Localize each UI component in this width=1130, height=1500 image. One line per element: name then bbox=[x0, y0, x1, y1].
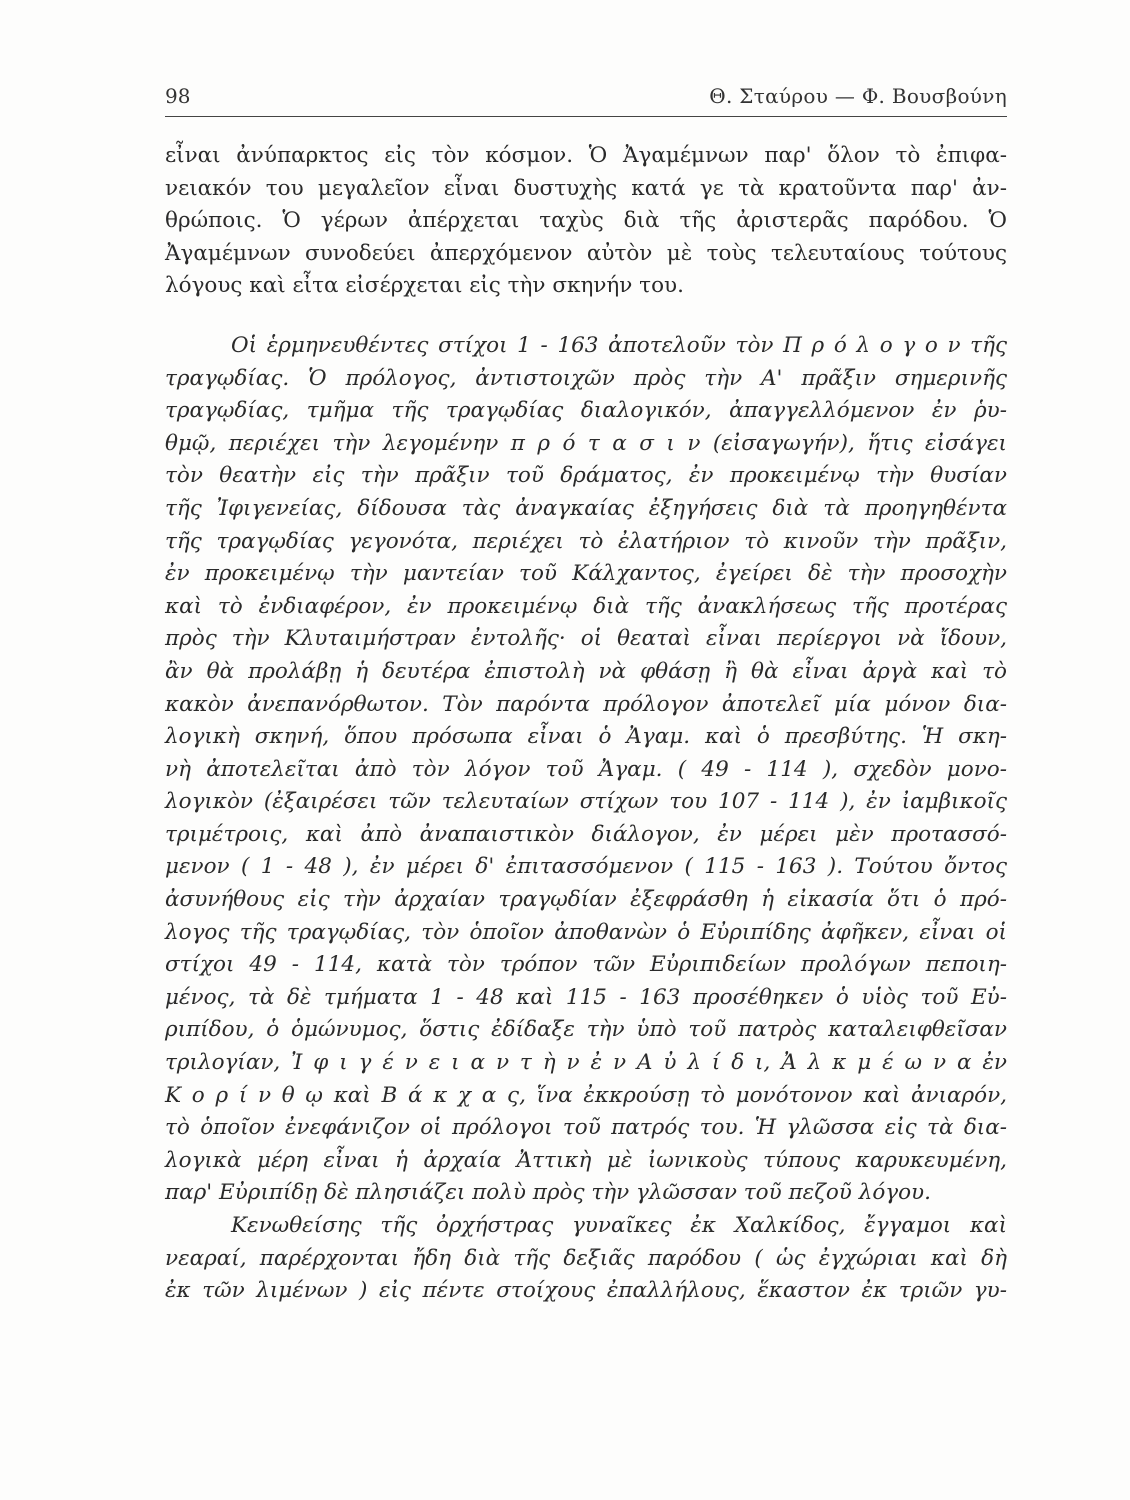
text-line: Ἀγαμέμνων συνοδεύει ἀπερχόμενον αὐτὸν μὲ τοὺς τελευταίους τούτους bbox=[165, 240, 1007, 266]
text-line: πρὸς τὴν Κλυταιμήστραν ἐντολῆς· οἱ θεαταὶ εἶναι περίεργοι νὰ ἴδουν, bbox=[165, 626, 1007, 652]
text-line: καὶ τὸ ἐνδιαφέρον, ἐν προκειμένῳ διὰ τῆς ἀνακλήσεως τῆς προτέρας bbox=[165, 593, 1007, 619]
paragraph-2 bbox=[165, 330, 1007, 1210]
text-line: ἀσυνήθους εἰς τὴν ἀρχαίαν τραγῳδίαν ἐξεφράσθη ἡ εἰκασία ὅτι ὁ πρό- bbox=[165, 887, 1007, 913]
running-head-authors: Θ. Σταύρου — Φ. Βουσβούνη bbox=[709, 84, 1007, 108]
text-line: νειακόν του μεγαλεῖον εἶναι δυστυχὴς κατά γε τὰ κρατοῦντα παρ' ἀν- bbox=[165, 175, 1007, 201]
header-rule bbox=[165, 116, 1007, 117]
text-line: τριλογίαν, Ἰ φ ι γ έ ν ε ι α ν τ ὴ ν ἐ ν Α ὐ λ ί δ ι, Ἀ λ κ μ έ ω ν α ἐν bbox=[165, 1050, 1007, 1076]
text-line: τριμέτροις, καὶ ἀπὸ ἀναπαιστικὸν διάλογον, ἐν μέρει μὲν προτασσό- bbox=[165, 821, 1007, 847]
text-line: παρ' Εὐριπίδῃ δὲ πλησιάζει πολὺ πρὸς τὴν γλῶσσαν τοῦ πεζοῦ λόγου. bbox=[165, 1180, 931, 1206]
text-line: ἐν προκειμένῳ τὴν μαντείαν τοῦ Κάλχαντος, ἐγείρει δὲ τὴν προσοχὴν bbox=[165, 561, 1007, 587]
text-line: τῆς Ἰφιγενείας, δίδουσα τὰς ἀναγκαίας ἐξηγήσεις διὰ τὰ προηγηθέντα bbox=[165, 495, 1007, 521]
text-line: ριπίδου, ὁ ὁμώνυμος, ὅστις ἐδίδαξε τὴν ὑπὸ τοῦ πατρὸς καταλειφθεῖσαν bbox=[165, 1017, 1007, 1043]
text-line: τραγῳδίας. Ὁ πρόλογος, ἀντιστοιχῶν πρὸς τὴν Α' πρᾶξιν σημερινῆς bbox=[165, 365, 1007, 391]
text-line: Κενωθείσης τῆς ὀρχήστρας γυναῖκες ἐκ Χαλκίδος, ἔγγαμοι καὶ bbox=[231, 1213, 1007, 1238]
text-line: τὸν θεατὴν εἰς τὴν πρᾶξιν τοῦ δράματος, ἐν προκειμένῳ τὴν θυσίαν bbox=[165, 463, 1007, 489]
page-number: 98 bbox=[165, 84, 191, 108]
text-line: λογικὸν (ἐξαιρέσει τῶν τελευταίων στίχων του 107 - 114 ), ἐν ἰαμβικοῖς bbox=[165, 789, 1007, 815]
text-line: νὴ ἀποτελεῖται ἀπὸ τὸν λόγον τοῦ Ἀγαμ. ( 49 - 114 ), σχεδὸν μονο- bbox=[165, 756, 1007, 782]
paragraph-3 bbox=[165, 1210, 1007, 1308]
text-line: κακὸν ἀνεπανόρθωτον. Τὸν παρόντα πρόλογον ἀποτελεῖ μία μόνον δια- bbox=[165, 691, 1007, 717]
text-line: μενον ( 1 - 48 ), ἐν μέρει δ' ἐπιτασσόμενον ( 115 - 163 ). Τούτου ὄντος bbox=[165, 854, 1007, 880]
text-line: λογος τῆς τραγῳδίας, τὸν ὁποῖον ἀποθανὼν ὁ Εὐριπίδης ἀφῆκεν, εἶναι οἱ bbox=[165, 919, 1007, 945]
text-line: μένος, τὰ δὲ τμήματα 1 - 48 καὶ 115 - 163 προσέθηκεν ὁ υἱὸς τοῦ Εὐ- bbox=[165, 984, 1007, 1010]
text-line: ἂν θὰ προλάβῃ ἡ δευτέρα ἐπιστολὴ νὰ φθάσῃ ἢ θὰ εἶναι ἀργὰ καὶ τὸ bbox=[165, 658, 1007, 684]
text-line: στίχοι 49 - 114, κατὰ τὸν τρόπον τῶν Εὐριπιδείων προλόγων πεποιη- bbox=[165, 952, 1007, 978]
text-line: εἶναι ἀνύπαρκτος εἰς τὸν κόσμον. Ὁ Ἀγαμέμνων παρ' ὅλον τὸ ἐπιφα- bbox=[165, 143, 1007, 168]
running-head bbox=[165, 84, 1007, 114]
text-line: Κ ο ρ ί ν θ ῳ καὶ Β ά κ χ α ς, ἵνα ἐκκρούσῃ τὸ μονότονον καὶ ἀνιαρόν, bbox=[165, 1082, 1007, 1108]
text-line: Οἱ ἑρμηνευθέντες στίχοι 1 - 163 ἀποτελοῦν τὸν Π ρ ό λ ο γ ο ν τῆς bbox=[231, 332, 1007, 358]
text-line: λογικὰ μέρη εἶναι ἡ ἀρχαία Ἀττικὴ μὲ ἰωνικοὺς τύπους καρυκευμένη, bbox=[165, 1147, 1007, 1173]
paragraph-1 bbox=[165, 140, 1007, 303]
text-line: τὸ ὁποῖον ἐνεφάνιζον οἱ πρόλογοι τοῦ πατρός του. Ἡ γλῶσσα εἰς τὰ δια- bbox=[165, 1115, 1007, 1141]
text-line: ἐκ τῶν λιμένων ) εἰς πέντε στοίχους ἐπαλλήλους, ἕκαστον ἐκ τριῶν γυ- bbox=[165, 1278, 1007, 1304]
text-line: λόγους καὶ εἶτα εἰσέρχεται εἰς τὴν σκηνήν του. bbox=[165, 273, 684, 299]
paragraph-gap bbox=[165, 303, 1007, 330]
body-text bbox=[165, 140, 1007, 1308]
text-line: τραγῳδίας, τμῆμα τῆς τραγῳδίας διαλογικόν, ἀπαγγελλόμενον ἐν ῥυ- bbox=[165, 398, 1007, 424]
text-line: θρώποις. Ὁ γέρων ἀπέρχεται ταχὺς διὰ τῆς ἀριστερᾶς παρόδου. Ὁ bbox=[165, 208, 1007, 234]
text-line: λογικὴ σκηνή, ὅπου πρόσωπα εἶναι ὁ Ἀγαμ. καὶ ὁ πρεσβύτης. Ἡ σκη- bbox=[165, 724, 1007, 750]
text-line: νεαραί, παρέρχονται ἤδη διὰ τῆς δεξιᾶς παρόδου ( ὡς ἐγχώριαι καὶ δὴ bbox=[165, 1245, 1007, 1271]
text-line: θμῷ, περιέχει τὴν λεγομένην π ρ ό τ α σ ι ν (εἰσαγωγήν), ἥτις εἰσάγει bbox=[165, 430, 1007, 456]
text-line: τῆς τραγῳδίας γεγονότα, περιέχει τὸ ἐλατήριον τὸ κινοῦν τὴν πρᾶξιν, bbox=[165, 528, 1007, 554]
